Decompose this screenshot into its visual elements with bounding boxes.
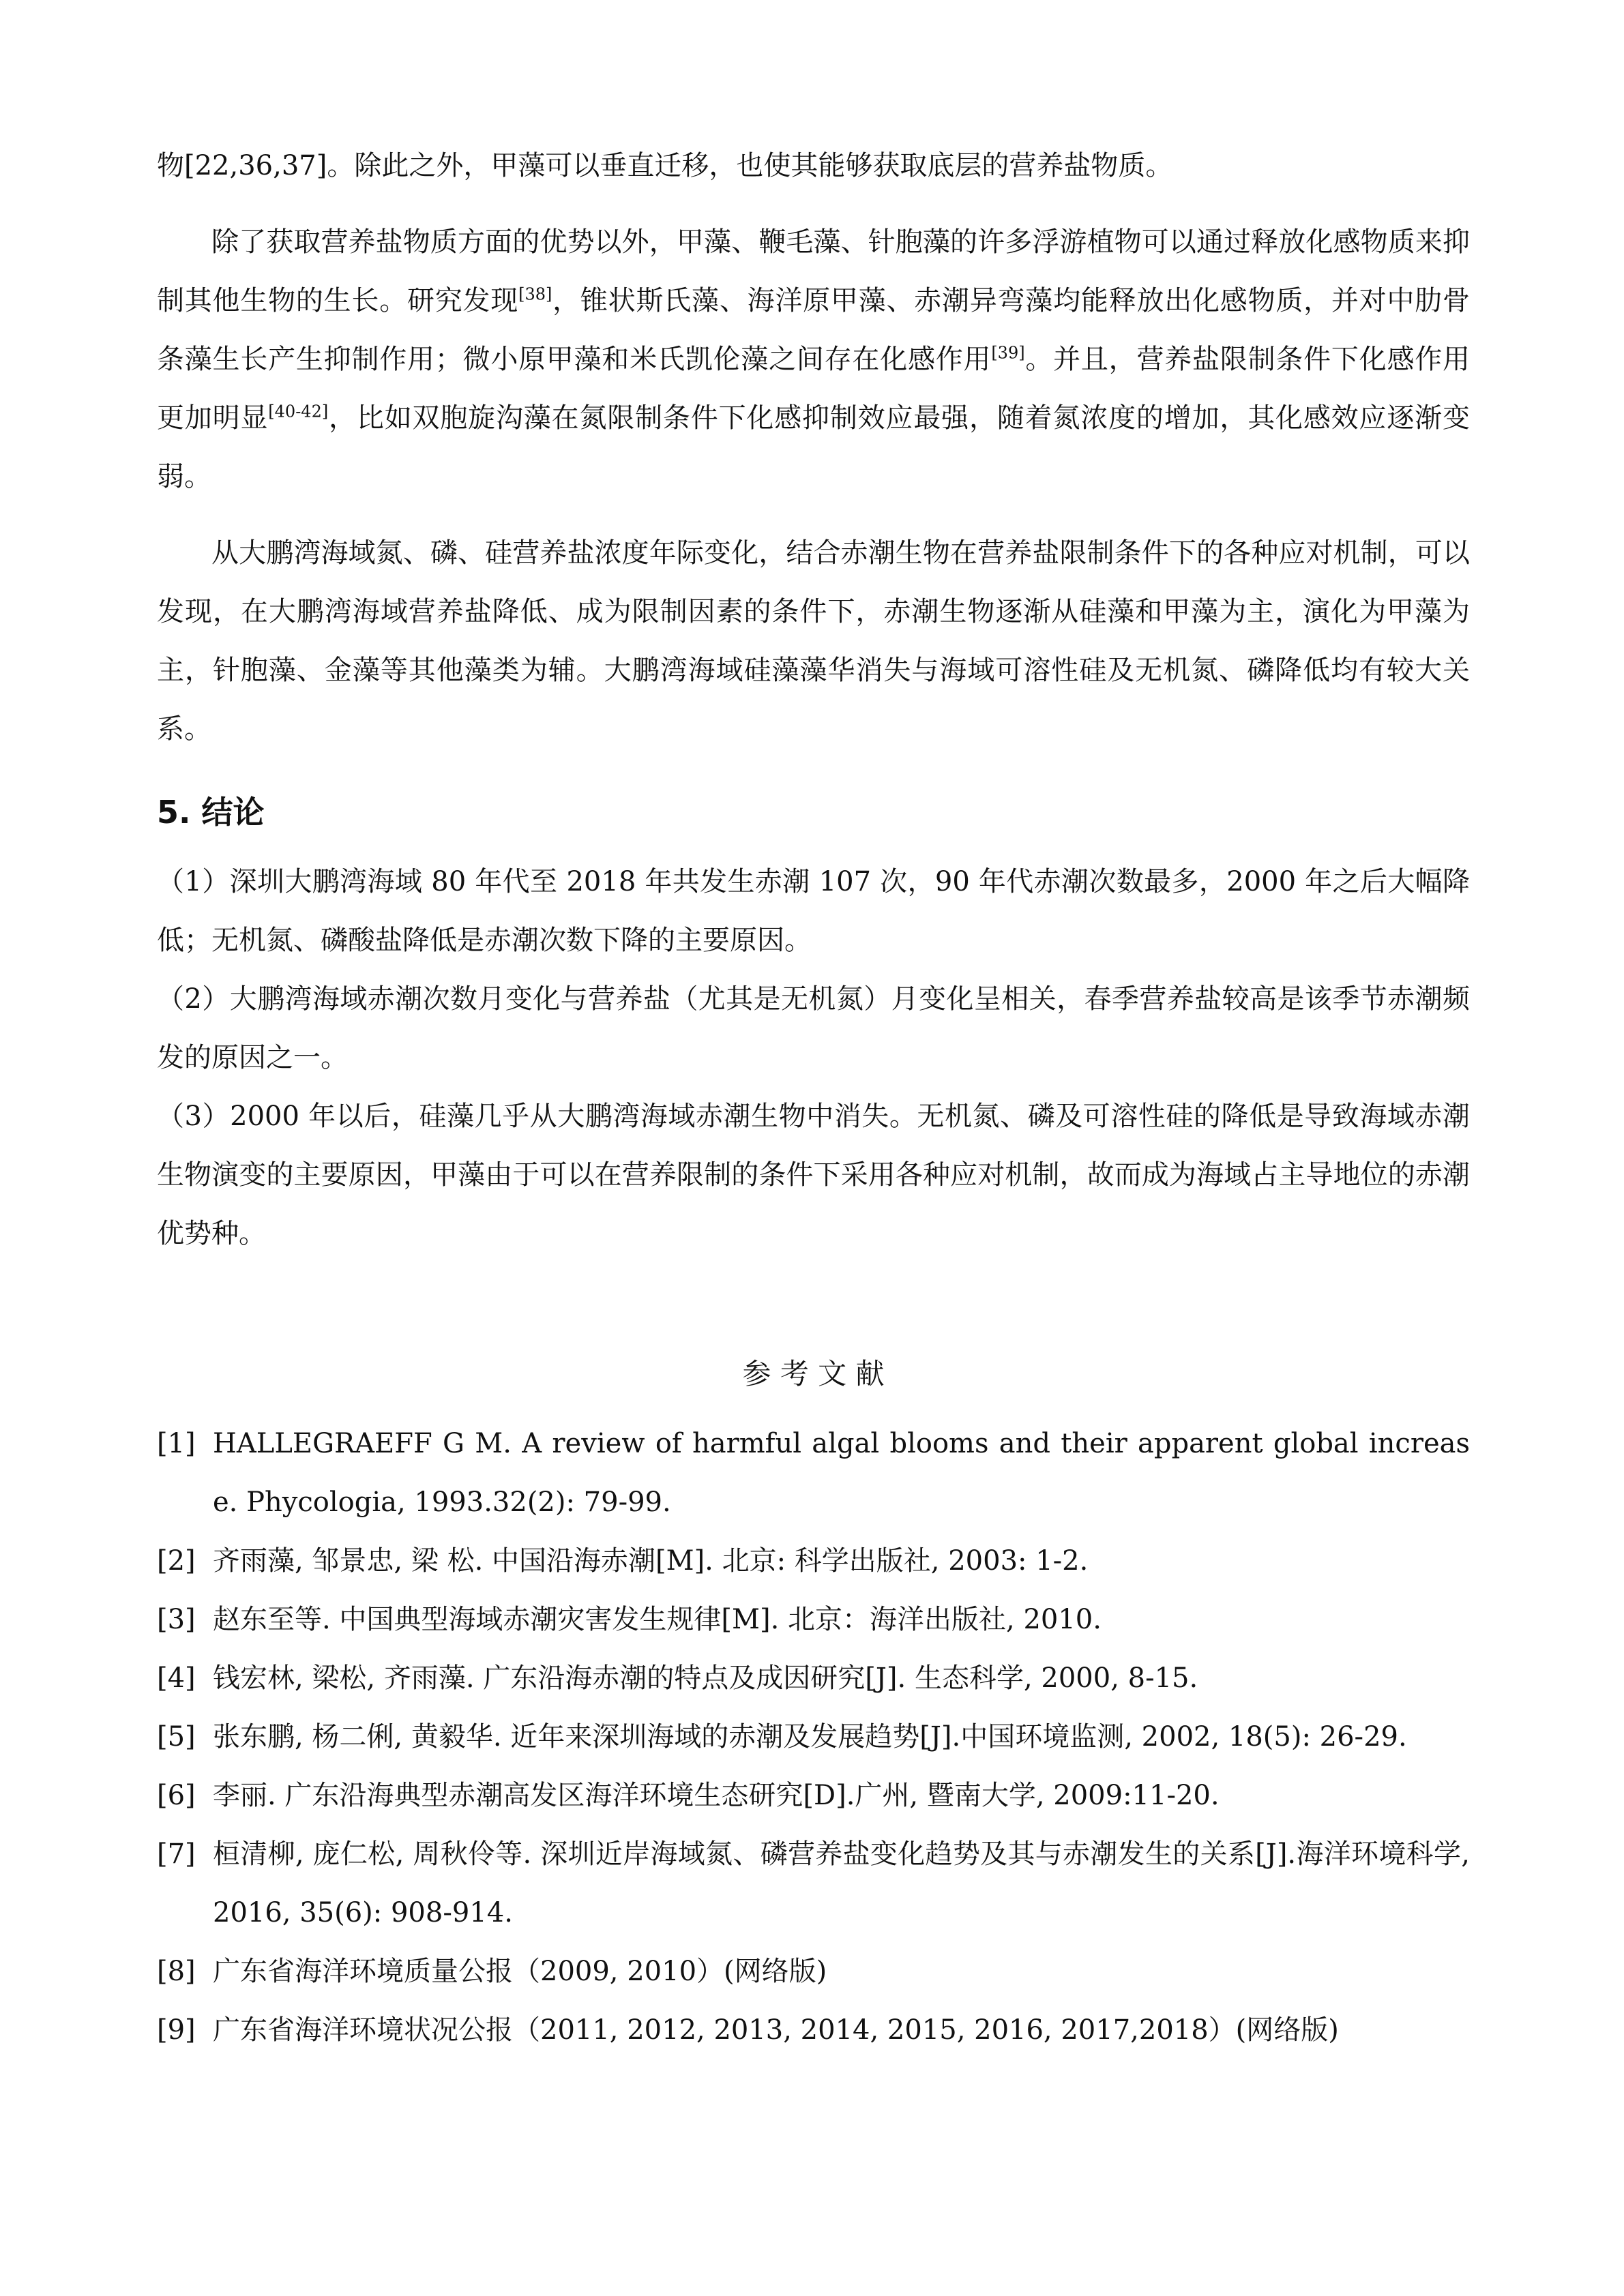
reference-number: [6] [157, 1780, 196, 1811]
body-text: ，锥状斯氏藻、海洋原甲藻、赤潮异弯藻均能释放出化感物质，并对中肋骨条藻生长产生抑制作用；微小原甲藻和米氏凯伦藻之间存在化感作用 [157, 285, 1471, 375]
reference-item [157, 1766, 1470, 1825]
reference-list [157, 1414, 1470, 2059]
reference-number: [1] [157, 1428, 196, 1459]
conclusion-item-3: （3）2000 年以后，硅藻几乎从大鹏湾海域赤潮生物中消失。无机氮、磷及可溶性硅的降低是导致海域赤潮生物演变的主要原因，甲藻由于可以在营养限制的条件下采用各种应对机制，故而成为海域占主导地位的赤潮优势种。 [157, 1101, 1470, 1249]
conclusion-item-2: （2）大鹏湾海域赤潮次数月变化与营养盐（尤其是无机氮）月变化呈相关，春季营养盐较高是该季节赤潮频发的原因之一。 [157, 983, 1470, 1073]
body-text: 物[22,36,37]。除此之外，甲藻可以垂直迁移，也使其能够获取底层的营养盐物质。 [157, 150, 1173, 181]
reference-item [157, 1532, 1470, 1590]
paper-page [157, 136, 1470, 2059]
body-paragraph-2 [157, 213, 1470, 506]
reference-text: HALLEGRAEFF G M. A review of harmful algal blooms and their apparent global increase. Phycologia, 1993.32(2): 79-99. [213, 1428, 1470, 1518]
body-text: 从大鹏湾海域氮、磷、硅营养盐浓度年际变化，结合赤潮生物在营养盐限制条件下的各种应对机制，可以发现，在大鹏湾海域营养盐降低、成为限制因素的条件下，赤潮生物逐渐从硅藻和甲藻为主，演化为甲藻为主，针胞藻、金藻等其他藻类为辅。大鹏湾海域硅藻藻华消失与海域可溶性硅及无机氮、磷降低均有较大关系。 [157, 537, 1470, 745]
reference-number: [3] [157, 1604, 196, 1635]
reference-item [157, 1825, 1470, 1942]
reference-number: [7] [157, 1838, 196, 1870]
body-text: ，比如双胞旋沟藻在氮限制条件下化感抑制效应最强，随着氮浓度的增加，其化感效应逐渐变弱。 [157, 402, 1470, 492]
reference-text: 广东省海洋环境状况公报（2011, 2012, 2013, 2014, 2015, 2016, 2017,2018）(网络版) [213, 2014, 1339, 2046]
body-text: 除了获取营养盐物质方面的优势以外，甲藻、鞭毛藻、针胞藻的许多浮游植物可以通过释放化感物质来抑制其他生物的生长。研究发现 [157, 226, 1470, 316]
citation: [40-42] [268, 402, 329, 421]
body-text: 。并且，营养盐限制条件下化感作用更加明显 [157, 344, 1471, 434]
body-paragraph-3 [157, 524, 1470, 758]
reference-number: [5] [157, 1721, 196, 1753]
references-heading: 参 考 文 献 [742, 1357, 885, 1390]
reference-text: 钱宏林, 梁松, 齐雨藻. 广东沿海赤潮的特点及成因研究[J]. 生态科学, 2000, 8-15. [213, 1663, 1198, 1694]
reference-text: 广东省海洋环境质量公报（2009, 2010）(网络版) [213, 1956, 827, 1987]
reference-item [157, 1708, 1470, 1766]
reference-item [157, 2001, 1470, 2059]
citation: [38] [518, 284, 552, 304]
section-heading-conclusion: 5. 结论 [157, 794, 265, 831]
reference-number: [4] [157, 1663, 196, 1694]
reference-text: 齐雨藻, 邹景忠, 梁 松. 中国沿海赤潮[M]. 北京: 科学出版社, 2003: 1-2. [213, 1545, 1089, 1577]
reference-text: 桓清柳, 庞仁松, 周秋伶等. 深圳近岸海域氮、磷营养盐变化趋势及其与赤潮发生的关系[J].海洋环境科学, 2016, 35(6): 908-914. [213, 1838, 1470, 1928]
conclusion-item-1: （1）深圳大鹏湾海域 80 年代至 2018 年共发生赤潮 107 次，90 年代赤潮次数最多，2000 年之后大幅降低；无机氮、磷酸盐降低是赤潮次数下降的主要原因。 [157, 866, 1470, 956]
reference-number: [9] [157, 2014, 196, 2046]
reference-text: 李丽. 广东沿海典型赤潮高发区海洋环境生态研究[D].广州, 暨南大学, 2009:11-20. [213, 1780, 1220, 1811]
reference-item [157, 1590, 1470, 1649]
reference-item [157, 1649, 1470, 1708]
body-paragraph-1 [157, 136, 1470, 195]
reference-number: [2] [157, 1545, 196, 1577]
reference-text: 赵东至等. 中国典型海域赤潮灾害发生规律[M]. 北京：海洋出版社, 2010. [213, 1604, 1102, 1635]
reference-item [157, 1942, 1470, 2001]
reference-text: 张东鹏, 杨二俐, 黄毅华. 近年来深圳海域的赤潮及发展趋势[J].中国环境监测, 2002, 18(5): 26-29. [213, 1721, 1407, 1753]
reference-number: [8] [157, 1956, 196, 1987]
reference-item [157, 1414, 1470, 1532]
citation: [39] [991, 343, 1025, 363]
